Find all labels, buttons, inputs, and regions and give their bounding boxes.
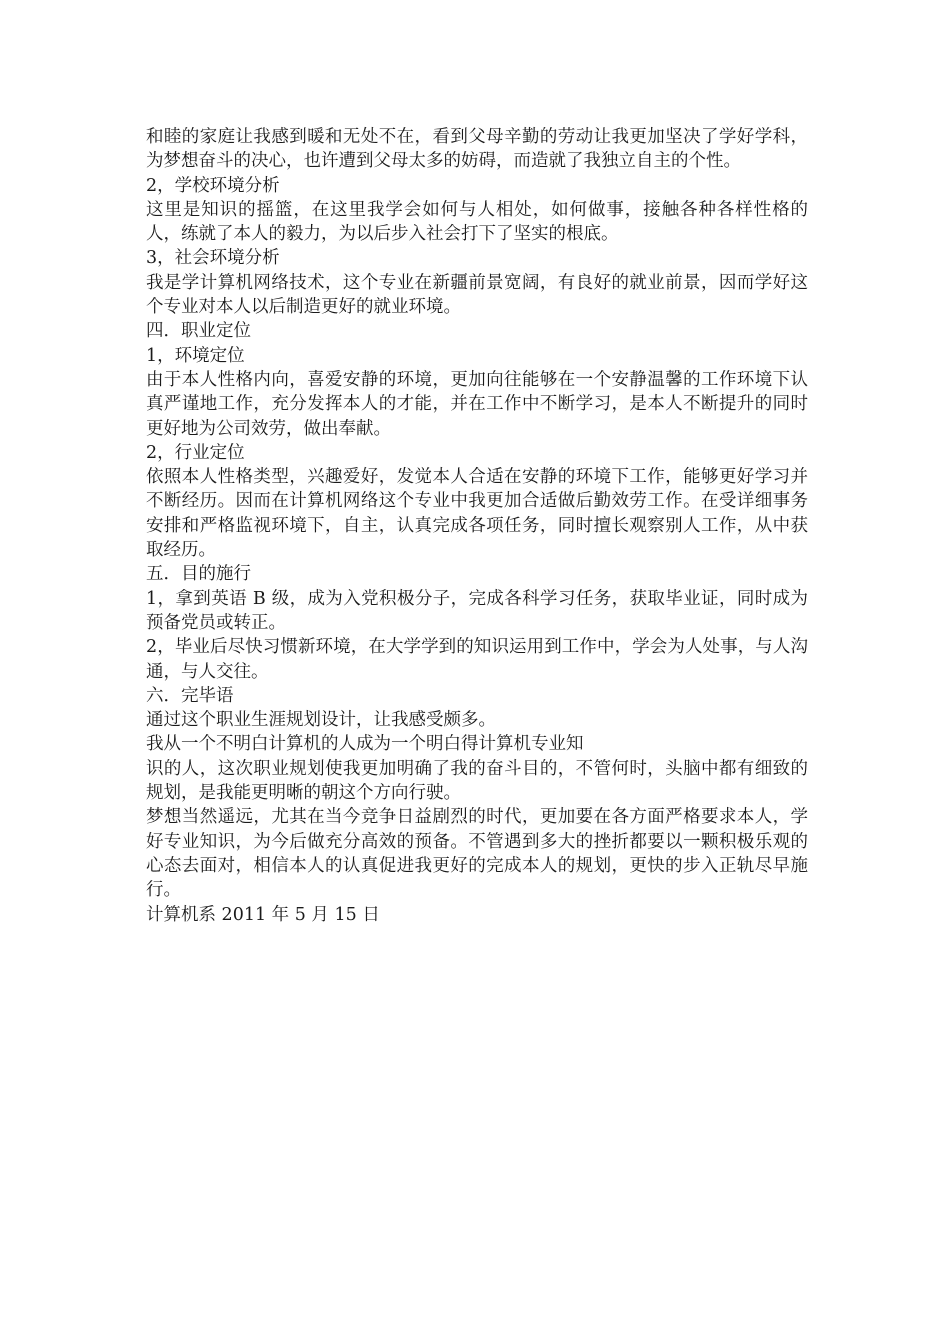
signature-date: 计算机系 2011 年 5 月 15 日 [146, 904, 380, 925]
paragraph-family-environment: 和睦的家庭让我感到暖和无处不在，看到父母辛勤的劳动让我更加坚决了学好学科，为梦想奋斗的决心，也许遭到父母太多的妨碍，而造就了我独立自主的个性。 [146, 127, 808, 172]
heading-school-environment: 2，学校环境分析 [146, 175, 280, 196]
paragraph-environment-positioning: 由于本人性格内向，喜爱安静的环境，更加向往能够在一个安静温馨的工作环境下认真严谨地工作，充分发挥本人的才能，并在工作中不断学习，是本人不断提升的同时更好地为公司效劳，做出奉献。 [146, 369, 808, 439]
paragraph-school-environment: 这里是知识的摇篮，在这里我学会如何与人相处，如何做事，接触各种各样性格的人，练就了本人的毅力，为以后步入社会打下了坚实的根底。 [146, 199, 808, 245]
paragraph-conclusion-1: 通过这个职业生涯规划设计，让我感受颇多。 [146, 710, 496, 731]
heading-career-positioning: 四．职业定位 [146, 321, 251, 342]
heading-social-environment: 3，社会环境分析 [146, 248, 280, 269]
heading-environment-positioning: 1，环境定位 [146, 345, 245, 366]
paragraph-conclusion-2: 我从一个不明白计算机的人成为一个明白得计算机专业知 [146, 734, 584, 755]
document-body [146, 125, 808, 927]
heading-industry-positioning: 2，行业定位 [146, 442, 245, 463]
paragraph-conclusion-4: 梦想当然遥远，尤其在当今竞争日益剧烈的时代，更加要在各方面严格要求本人，学好专业知识，为今后做充分高效的预备。不管遇到多大的挫折都要以一颗积极乐观的心态去面对，相信本人的认真促进我更好的完成本人的规划，更快的步入正轨尽早施行。 [146, 807, 808, 901]
paragraph-conclusion-3: 识的人，这次职业规划使我更加明确了我的奋斗目的，不管何时，头脑中都有细致的规划，是我能更明晰的朝这个方向行驶。 [146, 758, 808, 804]
paragraph-goal-2: 2，毕业后尽快习惯新环境，在大学学到的知识运用到工作中，学会为人处事，与人沟通，与人交往。 [146, 637, 808, 682]
paragraph-social-environment: 我是学计算机网络技术，这个专业在新疆前景宽阔，有良好的就业前景，因而学好这个专业对本人以后制造更好的就业环境。 [146, 272, 808, 318]
heading-conclusion: 六．完毕语 [146, 685, 234, 706]
paragraph-goal-1: 1，拿到英语 B 级，成为入党积极分子，完成各科学习任务，获取毕业证，同时成为预备党员或转正。 [146, 588, 808, 633]
paragraph-industry-positioning: 依照本人性格类型，兴趣爱好，发觉本人合适在安静的环境下工作，能够更好学习并不断经历。因而在计算机网络这个专业中我更加合适做后勤效劳工作。在受详细事务安排和严格监视环境下，自主，认真完成各项任务，同时擅长观察别人工作，从中获取经历。 [146, 467, 808, 561]
heading-goal-implementation: 五．目的施行 [146, 564, 251, 585]
